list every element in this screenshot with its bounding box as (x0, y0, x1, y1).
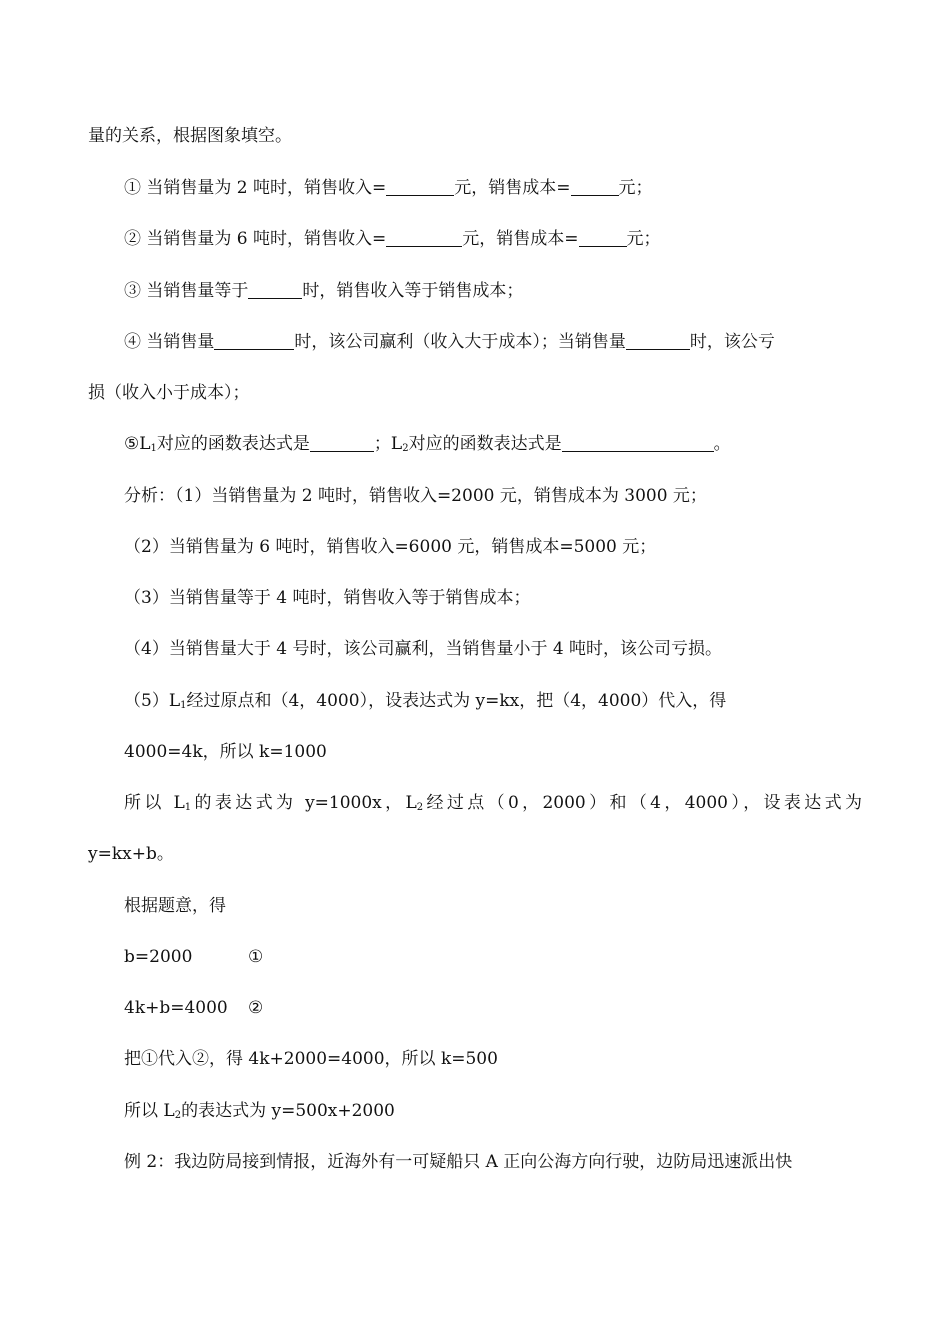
text-segment: 对应的函数表达式是 (408, 434, 562, 454)
text-segment: 所以 L (124, 1101, 175, 1121)
subscript: 2 (174, 1110, 182, 1121)
subscript: 1 (150, 443, 157, 454)
answer-blank[interactable] (386, 229, 462, 247)
text-segment: 经过点（0，2000）和（4，4000），设表达式为 (423, 793, 862, 813)
answer-blank[interactable] (386, 178, 454, 196)
text-segment: ③ 当销售量等于 (124, 281, 249, 301)
answer-blank[interactable] (214, 332, 294, 350)
subscript: 2 (416, 802, 424, 813)
subscript: 1 (180, 700, 187, 711)
question-3 (124, 279, 523, 303)
text-line: y=kx+b。 (88, 844, 174, 864)
text-segment: 元； (626, 229, 661, 249)
text-segment: 时，该公司赢利（收入大于成本）；当销售量 (294, 332, 626, 352)
text-segment: 对应的函数表达式是 (156, 434, 310, 454)
equation: b=2000 (124, 947, 193, 967)
answer-blank[interactable] (248, 281, 302, 299)
question-5 (124, 432, 731, 461)
text-segment: 经过原点和（4，4000），设表达式为 y=kx，把（4，4000）代入，得 (186, 691, 727, 711)
text-line: 把①代入②，得 4k+2000=4000，所以 k=500 (124, 1049, 498, 1069)
text-segment: 所以 L (124, 793, 185, 813)
text-line: 根据题意，得 (124, 896, 226, 916)
analysis-line (124, 689, 726, 718)
text-segment: ⑤L (124, 434, 151, 454)
analysis-line: 分析：（1）当销售量为 2 吨时，销售收入=2000 元，销售成本为 3000 元； (124, 486, 707, 506)
analysis-line: 4000=4k，所以 k=1000 (124, 742, 327, 762)
text-segment: 时，销售收入等于销售成本； (302, 281, 524, 301)
text-line: 损（收入小于成本）； (88, 383, 250, 403)
subscript: 1 (184, 802, 192, 813)
question-4 (124, 330, 775, 354)
equation-number: ① (248, 947, 264, 967)
text-segment: 时，该公亏 (689, 332, 775, 352)
question-1 (124, 176, 653, 200)
text-segment: 。 (713, 434, 731, 454)
answer-blank[interactable] (310, 434, 374, 452)
analysis-line: （2）当销售量为 6 吨时，销售收入=6000 元，销售成本=5000 元； (124, 537, 657, 557)
text-segment: 的表达式为 y=500x+2000 (181, 1101, 395, 1121)
text-segment: ① 当销售量为 2 吨时，销售收入= (124, 178, 387, 198)
text-segment: （5）L (124, 691, 181, 711)
answer-blank[interactable] (626, 332, 690, 350)
analysis-line: （4）当销售量大于 4 号时，该公司赢利，当销售量小于 4 吨时，该公司亏损。 (124, 639, 723, 659)
equation-2 (124, 996, 263, 1020)
answer-blank[interactable] (579, 229, 627, 247)
question-2 (124, 227, 661, 251)
text-segment: ② 当销售量为 6 吨时，销售收入= (124, 229, 387, 249)
text-line: 量的关系，根据图象填空。 (88, 126, 292, 146)
answer-blank[interactable] (562, 434, 714, 452)
equation-1 (124, 945, 263, 969)
text-segment: 的表达式为 y=1000x，L (191, 793, 417, 813)
equation: 4k+b=4000 (124, 998, 228, 1018)
analysis-line: （3）当销售量等于 4 吨时，销售收入等于销售成本； (124, 588, 531, 608)
example-heading-line: 例 2：我边防局接到情报，近海外有一可疑船只 A 正向公海方向行驶，边防局迅速派出快 (124, 1152, 793, 1172)
text-segment: ④ 当销售量 (124, 332, 215, 352)
answer-blank[interactable] (571, 178, 619, 196)
text-segment: 元； (618, 178, 653, 198)
text-line (124, 1099, 395, 1128)
text-segment: ；L (373, 434, 403, 454)
equation-number: ② (248, 998, 264, 1018)
subscript: 2 (402, 443, 409, 454)
text-segment: 元，销售成本= (454, 178, 571, 198)
text-segment: 元，销售成本= (462, 229, 579, 249)
analysis-line (124, 791, 862, 820)
